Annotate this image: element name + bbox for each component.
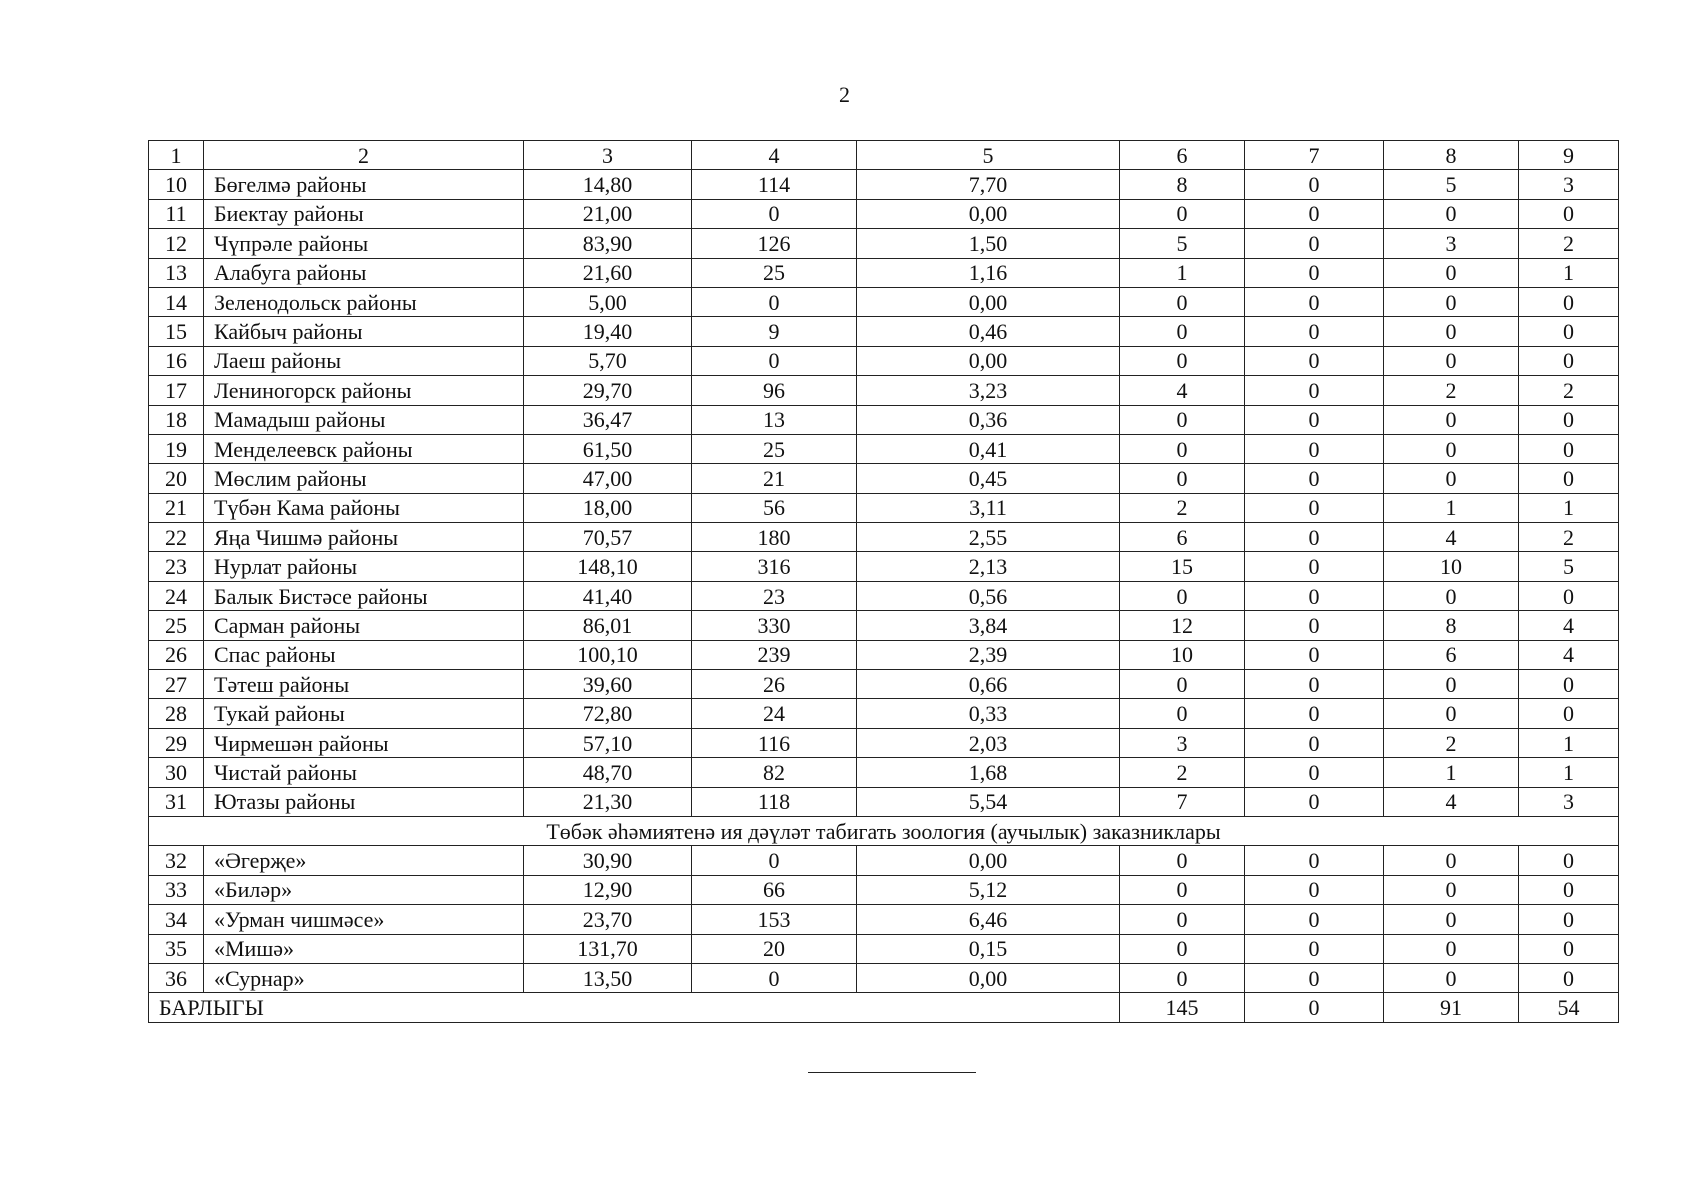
row-value: 36,47	[524, 405, 692, 434]
header-cell: 1	[149, 141, 204, 170]
row-value: 21,60	[524, 258, 692, 287]
row-number: 17	[149, 376, 204, 405]
row-value: 126	[692, 229, 857, 258]
row-name: Бөгелмә районы	[204, 170, 524, 199]
row-number: 16	[149, 346, 204, 375]
row-value: 131,70	[524, 934, 692, 963]
table-row	[149, 611, 1619, 640]
table-row	[149, 846, 1619, 875]
row-name: Чүпрәле районы	[204, 229, 524, 258]
total-row	[149, 993, 1619, 1022]
row-value: 1	[1519, 728, 1619, 757]
table-row	[149, 728, 1619, 757]
row-value: 70,57	[524, 523, 692, 552]
row-value: 2,13	[857, 552, 1120, 581]
row-value: 0,33	[857, 699, 1120, 728]
row-value: 0,56	[857, 581, 1120, 610]
row-value: 0,41	[857, 434, 1120, 463]
row-value: 0	[1519, 434, 1619, 463]
row-number: 23	[149, 552, 204, 581]
row-value: 10	[1120, 640, 1245, 669]
row-value: 0	[1519, 934, 1619, 963]
row-value: 13,50	[524, 963, 692, 992]
row-value: 30,90	[524, 846, 692, 875]
header-cell: 9	[1519, 141, 1619, 170]
row-value: 0	[1384, 905, 1519, 934]
row-value: 0	[1384, 875, 1519, 904]
row-number: 27	[149, 670, 204, 699]
row-value: 41,40	[524, 581, 692, 610]
row-value: 0	[1384, 346, 1519, 375]
row-value: 0	[692, 846, 857, 875]
row-number: 12	[149, 229, 204, 258]
row-value: 3	[1120, 728, 1245, 757]
row-number: 35	[149, 934, 204, 963]
row-value: 8	[1120, 170, 1245, 199]
total-cell: 54	[1519, 993, 1619, 1022]
row-value: 0	[1519, 699, 1619, 728]
row-value: 0	[1120, 464, 1245, 493]
row-value: 6	[1120, 523, 1245, 552]
row-value: 0	[1245, 670, 1384, 699]
row-number: 14	[149, 287, 204, 316]
row-value: 0	[1519, 317, 1619, 346]
row-name: Алабуга районы	[204, 258, 524, 287]
row-name: Сарман районы	[204, 611, 524, 640]
row-value: 21,30	[524, 787, 692, 816]
row-value: 0,66	[857, 670, 1120, 699]
row-value: 0	[1120, 875, 1245, 904]
row-value: 56	[692, 493, 857, 522]
row-value: 0	[1384, 670, 1519, 699]
row-number: 36	[149, 963, 204, 992]
row-value: 23,70	[524, 905, 692, 934]
row-number: 33	[149, 875, 204, 904]
header-cell: 4	[692, 141, 857, 170]
row-value: 0	[1120, 905, 1245, 934]
row-value: 180	[692, 523, 857, 552]
row-value: 86,01	[524, 611, 692, 640]
row-number: 10	[149, 170, 204, 199]
row-value: 0	[1245, 493, 1384, 522]
row-value: 0	[1245, 640, 1384, 669]
row-value: 5	[1519, 552, 1619, 581]
total-cell: 91	[1384, 993, 1519, 1022]
table-row	[149, 376, 1619, 405]
table-row	[149, 523, 1619, 552]
row-value: 18,00	[524, 493, 692, 522]
row-value: 0,00	[857, 846, 1120, 875]
row-value: 118	[692, 787, 857, 816]
table-row	[149, 229, 1619, 258]
row-number: 22	[149, 523, 204, 552]
footer-rule	[808, 1072, 976, 1073]
row-name: Лениногорск районы	[204, 376, 524, 405]
row-value: 0	[1245, 875, 1384, 904]
row-value: 21,00	[524, 199, 692, 228]
row-value: 0	[1245, 317, 1384, 346]
row-name: Чистай районы	[204, 758, 524, 787]
section-row	[149, 816, 1619, 845]
row-value: 0	[1519, 405, 1619, 434]
row-value: 0	[1519, 846, 1619, 875]
row-value: 0	[1384, 934, 1519, 963]
row-value: 96	[692, 376, 857, 405]
row-value: 0	[1120, 346, 1245, 375]
row-name: Балык Бистәсе районы	[204, 581, 524, 610]
row-value: 1	[1384, 758, 1519, 787]
table-row	[149, 640, 1619, 669]
row-value: 66	[692, 875, 857, 904]
row-value: 0	[1245, 523, 1384, 552]
row-value: 0	[1120, 405, 1245, 434]
row-value: 0	[1519, 581, 1619, 610]
row-value: 0	[1384, 846, 1519, 875]
row-value: 0,45	[857, 464, 1120, 493]
row-name: «Мишә»	[204, 934, 524, 963]
row-value: 15	[1120, 552, 1245, 581]
row-number: 28	[149, 699, 204, 728]
row-value: 0	[1519, 670, 1619, 699]
row-value: 0	[1384, 464, 1519, 493]
table-row	[149, 287, 1619, 316]
row-value: 4	[1384, 523, 1519, 552]
table-row	[149, 258, 1619, 287]
table-row	[149, 346, 1619, 375]
row-value: 2	[1519, 523, 1619, 552]
row-name: Мамадыш районы	[204, 405, 524, 434]
row-value: 0	[1245, 758, 1384, 787]
row-name: Спас районы	[204, 640, 524, 669]
row-value: 2,55	[857, 523, 1120, 552]
row-value: 3,23	[857, 376, 1120, 405]
row-number: 24	[149, 581, 204, 610]
row-value: 0	[1245, 346, 1384, 375]
row-number: 30	[149, 758, 204, 787]
header-cell: 3	[524, 141, 692, 170]
table-row	[149, 199, 1619, 228]
row-value: 8	[1384, 611, 1519, 640]
row-value: 12,90	[524, 875, 692, 904]
row-value: 3,84	[857, 611, 1120, 640]
row-number: 11	[149, 199, 204, 228]
header-row	[149, 141, 1619, 170]
table-row	[149, 670, 1619, 699]
row-value: 0	[1384, 963, 1519, 992]
row-value: 2,03	[857, 728, 1120, 757]
row-name: Тукай районы	[204, 699, 524, 728]
row-value: 0	[1384, 258, 1519, 287]
table-row	[149, 787, 1619, 816]
row-number: 13	[149, 258, 204, 287]
row-value: 2	[1519, 229, 1619, 258]
total-cell: 145	[1120, 993, 1245, 1022]
row-value: 29,70	[524, 376, 692, 405]
row-value: 0	[1120, 287, 1245, 316]
row-value: 1,68	[857, 758, 1120, 787]
row-name: Мөслим районы	[204, 464, 524, 493]
header-cell: 5	[857, 141, 1120, 170]
row-name: Зеленодольск районы	[204, 287, 524, 316]
row-value: 1	[1120, 258, 1245, 287]
row-value: 20	[692, 934, 857, 963]
row-number: 20	[149, 464, 204, 493]
table-row	[149, 905, 1619, 934]
row-value: 1	[1519, 493, 1619, 522]
row-value: 3	[1519, 787, 1619, 816]
row-value: 0,15	[857, 934, 1120, 963]
row-value: 0	[1245, 728, 1384, 757]
table-footer	[149, 993, 1619, 1022]
row-value: 0,00	[857, 199, 1120, 228]
row-value: 26	[692, 670, 857, 699]
row-value: 0	[1245, 199, 1384, 228]
row-number: 19	[149, 434, 204, 463]
row-value: 12	[1120, 611, 1245, 640]
row-value: 1	[1519, 258, 1619, 287]
row-value: 47,00	[524, 464, 692, 493]
row-value: 0	[1245, 258, 1384, 287]
row-name: Менделеевск районы	[204, 434, 524, 463]
table-row	[149, 170, 1619, 199]
row-value: 148,10	[524, 552, 692, 581]
table-row	[149, 581, 1619, 610]
row-value: 0	[1245, 170, 1384, 199]
row-name: Лаеш районы	[204, 346, 524, 375]
row-value: 4	[1519, 611, 1619, 640]
row-value: 0	[1519, 464, 1619, 493]
row-number: 21	[149, 493, 204, 522]
row-value: 5,54	[857, 787, 1120, 816]
row-value: 0	[1384, 317, 1519, 346]
table-row	[149, 317, 1619, 346]
row-value: 5,12	[857, 875, 1120, 904]
total-label: БАРЛЫГЫ	[149, 993, 1120, 1022]
row-value: 0	[1519, 905, 1619, 934]
row-value: 0	[1245, 287, 1384, 316]
row-value: 0	[1519, 287, 1619, 316]
district-rows	[149, 170, 1619, 817]
row-value: 0	[1519, 346, 1619, 375]
row-value: 61,50	[524, 434, 692, 463]
table-row	[149, 875, 1619, 904]
row-name: «Урман чишмәсе»	[204, 905, 524, 934]
row-value: 6	[1384, 640, 1519, 669]
reserve-rows	[149, 846, 1619, 993]
row-value: 5,70	[524, 346, 692, 375]
row-value: 0	[1384, 405, 1519, 434]
table-row	[149, 434, 1619, 463]
table-row	[149, 963, 1619, 992]
row-number: 31	[149, 787, 204, 816]
row-name: Биектау районы	[204, 199, 524, 228]
row-value: 116	[692, 728, 857, 757]
header-cell: 2	[204, 141, 524, 170]
row-value: 2	[1384, 376, 1519, 405]
row-value: 24	[692, 699, 857, 728]
row-value: 9	[692, 317, 857, 346]
row-name: Кайбыч районы	[204, 317, 524, 346]
row-value: 21	[692, 464, 857, 493]
row-name: Ютазы районы	[204, 787, 524, 816]
row-value: 0	[1384, 199, 1519, 228]
row-value: 0	[1245, 611, 1384, 640]
row-value: 0	[1384, 699, 1519, 728]
row-value: 0	[1519, 963, 1619, 992]
total-cell: 0	[1245, 993, 1384, 1022]
row-value: 0	[1384, 434, 1519, 463]
row-value: 19,40	[524, 317, 692, 346]
row-value: 1	[1384, 493, 1519, 522]
row-name: Тәтеш районы	[204, 670, 524, 699]
row-value: 72,80	[524, 699, 692, 728]
row-value: 153	[692, 905, 857, 934]
row-value: 3	[1384, 229, 1519, 258]
row-name: «Әгерҗе»	[204, 846, 524, 875]
row-number: 29	[149, 728, 204, 757]
row-value: 0	[1519, 875, 1619, 904]
row-value: 4	[1384, 787, 1519, 816]
row-value: 2	[1120, 493, 1245, 522]
row-value: 0	[1245, 464, 1384, 493]
row-value: 100,10	[524, 640, 692, 669]
row-value: 5,00	[524, 287, 692, 316]
row-value: 0	[1245, 581, 1384, 610]
table-header	[149, 141, 1619, 170]
row-value: 114	[692, 170, 857, 199]
district-reserves-table	[148, 140, 1619, 1023]
row-value: 0	[1245, 552, 1384, 581]
table-row	[149, 699, 1619, 728]
row-value: 7,70	[857, 170, 1120, 199]
row-value: 0	[1120, 581, 1245, 610]
row-value: 0	[1245, 376, 1384, 405]
row-value: 4	[1519, 640, 1619, 669]
header-cell: 6	[1120, 141, 1245, 170]
section-heading	[149, 816, 1619, 845]
row-value: 0,00	[857, 346, 1120, 375]
table-row	[149, 464, 1619, 493]
row-value: 0	[1245, 963, 1384, 992]
row-value: 239	[692, 640, 857, 669]
row-value: 0,00	[857, 287, 1120, 316]
row-value: 0	[1120, 670, 1245, 699]
row-value: 0	[1245, 934, 1384, 963]
row-value: 82	[692, 758, 857, 787]
row-number: 34	[149, 905, 204, 934]
row-value: 0	[1245, 405, 1384, 434]
row-value: 0	[1245, 699, 1384, 728]
row-value: 2	[1384, 728, 1519, 757]
row-value: 0	[692, 287, 857, 316]
table-row	[149, 493, 1619, 522]
row-value: 5	[1384, 170, 1519, 199]
row-value: 1	[1519, 758, 1619, 787]
row-value: 0	[1245, 787, 1384, 816]
row-value: 10	[1384, 552, 1519, 581]
row-value: 23	[692, 581, 857, 610]
row-value: 5	[1120, 229, 1245, 258]
row-name: «Биләр»	[204, 875, 524, 904]
header-cell: 8	[1384, 141, 1519, 170]
row-number: 15	[149, 317, 204, 346]
row-number: 26	[149, 640, 204, 669]
row-value: 57,10	[524, 728, 692, 757]
row-value: 0	[1245, 905, 1384, 934]
row-value: 7	[1120, 787, 1245, 816]
row-value: 0	[692, 346, 857, 375]
row-number: 18	[149, 405, 204, 434]
row-value: 2	[1120, 758, 1245, 787]
row-value: 1,50	[857, 229, 1120, 258]
row-value: 0,46	[857, 317, 1120, 346]
row-value: 0	[1120, 199, 1245, 228]
page-number: 2	[839, 82, 850, 107]
row-value: 3,11	[857, 493, 1120, 522]
row-name: Түбән Кама районы	[204, 493, 524, 522]
row-value: 0	[1245, 229, 1384, 258]
row-value: 25	[692, 258, 857, 287]
row-value: 0	[692, 199, 857, 228]
row-name: Нурлат районы	[204, 552, 524, 581]
table-row	[149, 934, 1619, 963]
row-name: Яңа Чишмә районы	[204, 523, 524, 552]
row-value: 0	[1384, 287, 1519, 316]
row-value: 83,90	[524, 229, 692, 258]
row-value: 0,36	[857, 405, 1120, 434]
section-title: Төбәк әһәмиятенә ия дәүләт табигать зоология (аучылык) заказниклары	[149, 816, 1619, 845]
row-number: 32	[149, 846, 204, 875]
row-value: 0	[1120, 317, 1245, 346]
row-value: 25	[692, 434, 857, 463]
header-cell: 7	[1245, 141, 1384, 170]
row-value: 2	[1519, 376, 1619, 405]
row-value: 2,39	[857, 640, 1120, 669]
row-value: 0	[1120, 434, 1245, 463]
row-value: 0	[1245, 846, 1384, 875]
row-value: 316	[692, 552, 857, 581]
row-value: 0	[1384, 581, 1519, 610]
row-value: 4	[1120, 376, 1245, 405]
table-row	[149, 758, 1619, 787]
row-value: 0	[1120, 846, 1245, 875]
row-value: 48,70	[524, 758, 692, 787]
row-value: 330	[692, 611, 857, 640]
row-value: 1,16	[857, 258, 1120, 287]
row-value: 0	[692, 963, 857, 992]
row-number: 25	[149, 611, 204, 640]
row-name: «Сурнар»	[204, 963, 524, 992]
table-row	[149, 405, 1619, 434]
row-value: 3	[1519, 170, 1619, 199]
row-value: 13	[692, 405, 857, 434]
row-value: 0	[1519, 199, 1619, 228]
row-value: 0	[1120, 963, 1245, 992]
row-name: Чирмешән районы	[204, 728, 524, 757]
row-value: 0,00	[857, 963, 1120, 992]
row-value: 6,46	[857, 905, 1120, 934]
table-row	[149, 552, 1619, 581]
row-value: 0	[1120, 699, 1245, 728]
row-value: 0	[1120, 934, 1245, 963]
row-value: 39,60	[524, 670, 692, 699]
row-value: 14,80	[524, 170, 692, 199]
row-value: 0	[1245, 434, 1384, 463]
